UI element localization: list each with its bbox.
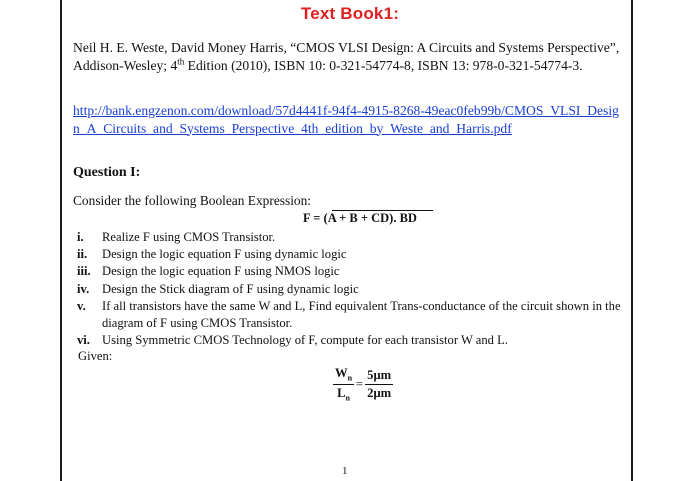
document-title: Text Book1:	[300, 4, 400, 23]
wn-over-ln-fraction	[333, 366, 354, 402]
page-number: 1	[342, 465, 348, 477]
part-number: iii.	[77, 264, 91, 279]
fraction-numerator: $W_n$	[335, 366, 353, 383]
question-part	[77, 263, 625, 280]
question-parts-list	[77, 229, 625, 349]
question-part	[77, 298, 625, 332]
equals-sign: =	[356, 376, 364, 391]
part-number: i.	[77, 230, 84, 244]
question-part	[77, 332, 625, 349]
value-fraction	[365, 368, 393, 401]
value-denominator: 2μm	[367, 385, 392, 400]
question-part	[77, 281, 625, 298]
page-right-border	[631, 0, 633, 481]
part-number: v.	[77, 298, 86, 313]
part-number: ii.	[77, 247, 88, 262]
formula-overlined-term: (A + B + CD). BD	[323, 211, 417, 225]
part-text: Using Symmetric CMOS Technology of F, compute for each transistor W and L.	[102, 333, 508, 348]
part-text: Design the logic equation F using dynamic logic	[102, 247, 347, 262]
question-part	[77, 229, 625, 246]
part-text: Design the Stick diagram of F using dynamic logic	[102, 281, 359, 296]
part-number: iv.	[77, 281, 90, 296]
part-text: If all transistors have the same W and L, Find equivalent Trans-conductance of the circuit shown in the diagram of F using CMOS Transistor.	[102, 298, 621, 331]
question-part	[77, 246, 625, 263]
question-heading: Question I:	[73, 165, 141, 180]
citation-text-end: Edition (2010), ISBN 10: 0-321-54774-8, ISBN 13: 978-0-321-54774-3.	[184, 57, 583, 73]
part-number: vi.	[77, 333, 90, 348]
formula-lhs: F =	[303, 211, 324, 225]
textbook-citation	[73, 39, 623, 74]
fraction-denominator: $L_n$	[337, 385, 350, 403]
boolean-expression	[303, 211, 417, 226]
value-numerator: 5μm	[365, 368, 393, 385]
overline-bar	[332, 210, 433, 211]
given-label: Given:	[78, 349, 113, 363]
page-left-border	[60, 0, 62, 481]
part-text: Realize F using CMOS Transistor.	[102, 230, 276, 244]
citation-text-start: Neil H. E. Weste, David Money Harris, “CMOS VLSI Design: A Circuits and Systems Perspective”, Addison-Wesley; 4	[73, 40, 620, 73]
edition-superscript: th	[177, 55, 185, 66]
part-text: Design the logic equation F using NMOS logic	[102, 264, 340, 279]
question-intro: Consider the following Boolean Expression:	[73, 193, 312, 208]
width-length-ratio	[333, 366, 393, 402]
textbook-download-link[interactable]: http://bank.engzenon.com/download/57d4441f-94f4-4915-8268-49eac0feb99b/CMOS_VLSI_Design_A_Circuits_and_Systems_Perspective_4th_edition_by_Weste_and_Harris.pdf	[73, 103, 619, 136]
